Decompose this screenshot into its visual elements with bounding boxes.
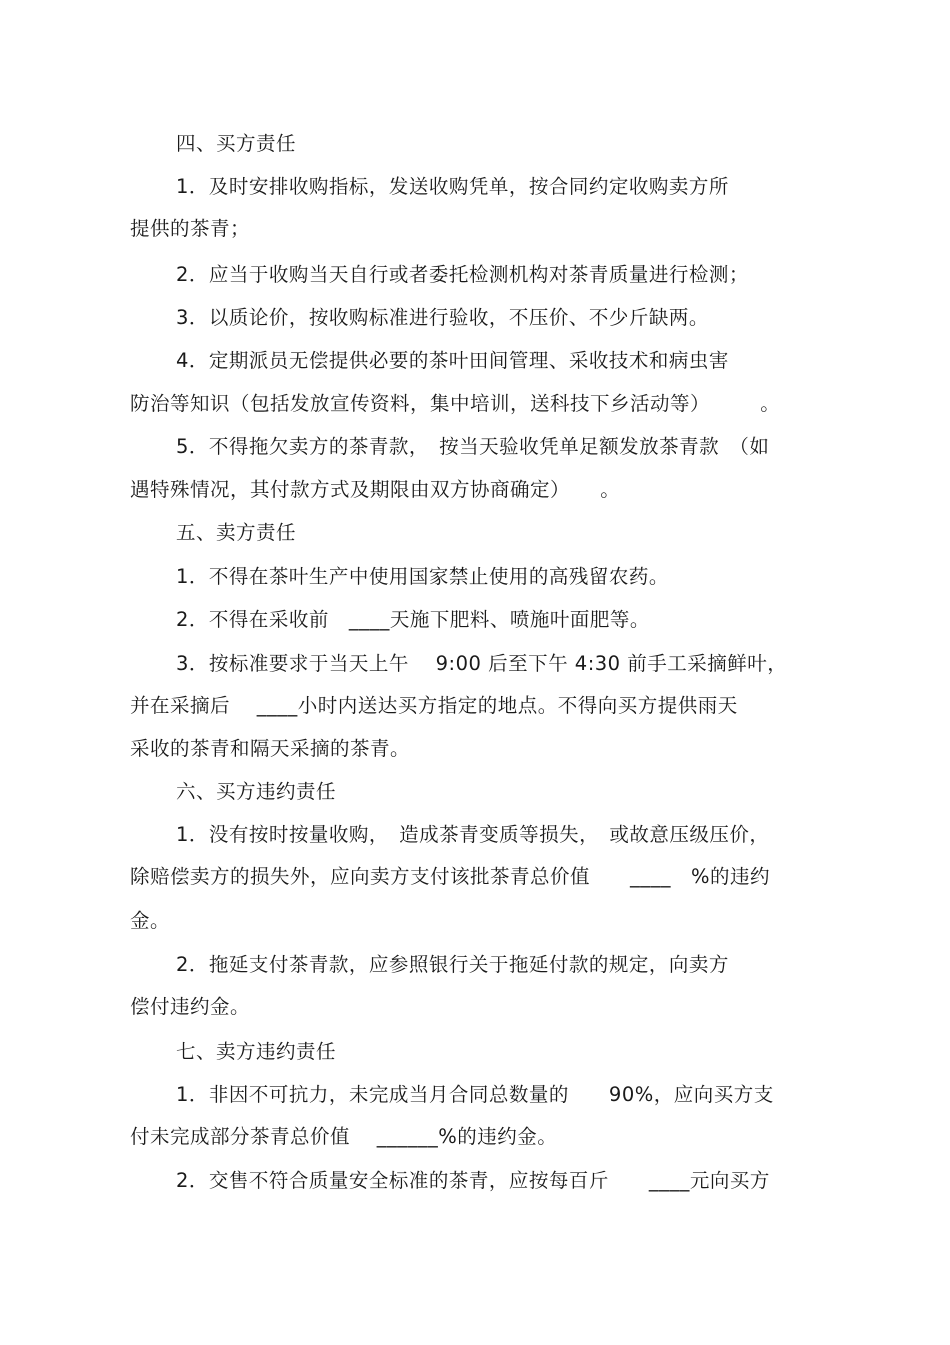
paragraph-line: 1．不得在茶叶生产中使用国家禁止使用的高残留农药。 [176, 565, 669, 588]
paragraph-line: 金。 [130, 909, 171, 932]
paragraph-line: 防治等知识（包括发放宣传资料，集中培训，送科技下乡活动等） 。 [130, 392, 781, 415]
paragraph-line: 1．非因不可抗力，未完成当月合同总数量的 90%，应向买方支 [176, 1083, 774, 1106]
paragraph-line: 提供的茶青； [130, 217, 251, 240]
paragraph-line: 1．没有按时按量收购， 造成茶青变质等损失， 或故意压级压价， [176, 823, 770, 846]
paragraph-line: 付未完成部分茶青总价值 ______%的违约金。 [130, 1125, 558, 1148]
paragraph-line: 3．按标准要求于当天上午 9:00 后至下午 4:30 前手工采摘鲜叶， [176, 652, 788, 675]
paragraph-line: 遇特殊情况，其付款方式及期限由双方协商确定） 。 [130, 478, 621, 501]
paragraph-line: 采收的茶青和隔天采摘的茶青。 [130, 737, 411, 760]
paragraph-line: 2．不得在采收前 ____天施下肥料、喷施叶面肥等。 [176, 608, 650, 631]
paragraph-line: 2．应当于收购当天自行或者委托检测机构对茶青质量进行检测； [176, 263, 749, 286]
paragraph-line: 4．定期派员无偿提供必要的茶叶田间管理、采收技术和病虫害 [176, 349, 729, 372]
section-heading-seller-duties: 五、卖方责任 [176, 521, 297, 544]
paragraph-line: 2．交售不符合质量安全标准的茶青，应按每百斤 ____元向买方 [176, 1169, 770, 1192]
paragraph-line: 偿付违约金。 [130, 995, 251, 1018]
section-heading-seller-breach: 七、卖方违约责任 [176, 1040, 337, 1063]
section-heading-buyer-breach: 六、买方违约责任 [176, 780, 337, 803]
paragraph-line: 并在采摘后 ____小时内送达买方指定的地点。不得向买方提供雨天 [130, 694, 738, 717]
paragraph-line: 3．以质论价，按收购标准进行验收，不压价、不少斤缺两。 [176, 306, 709, 329]
paragraph-line: 1．及时安排收购指标，发送收购凭单，按合同约定收购卖方所 [176, 175, 729, 198]
section-heading-buyer-duties: 四、买方责任 [176, 132, 297, 155]
paragraph-line: 2．拖延支付茶青款，应参照银行关于拖延付款的规定，向卖方 [176, 953, 729, 976]
paragraph-line: 除赔偿卖方的损失外，应向卖方支付该批茶青总价值 ____ %的违约 [130, 865, 771, 888]
paragraph-line: 5．不得拖欠卖方的茶青款， 按当天验收凭单足额发放茶青款 （如 [176, 435, 770, 458]
